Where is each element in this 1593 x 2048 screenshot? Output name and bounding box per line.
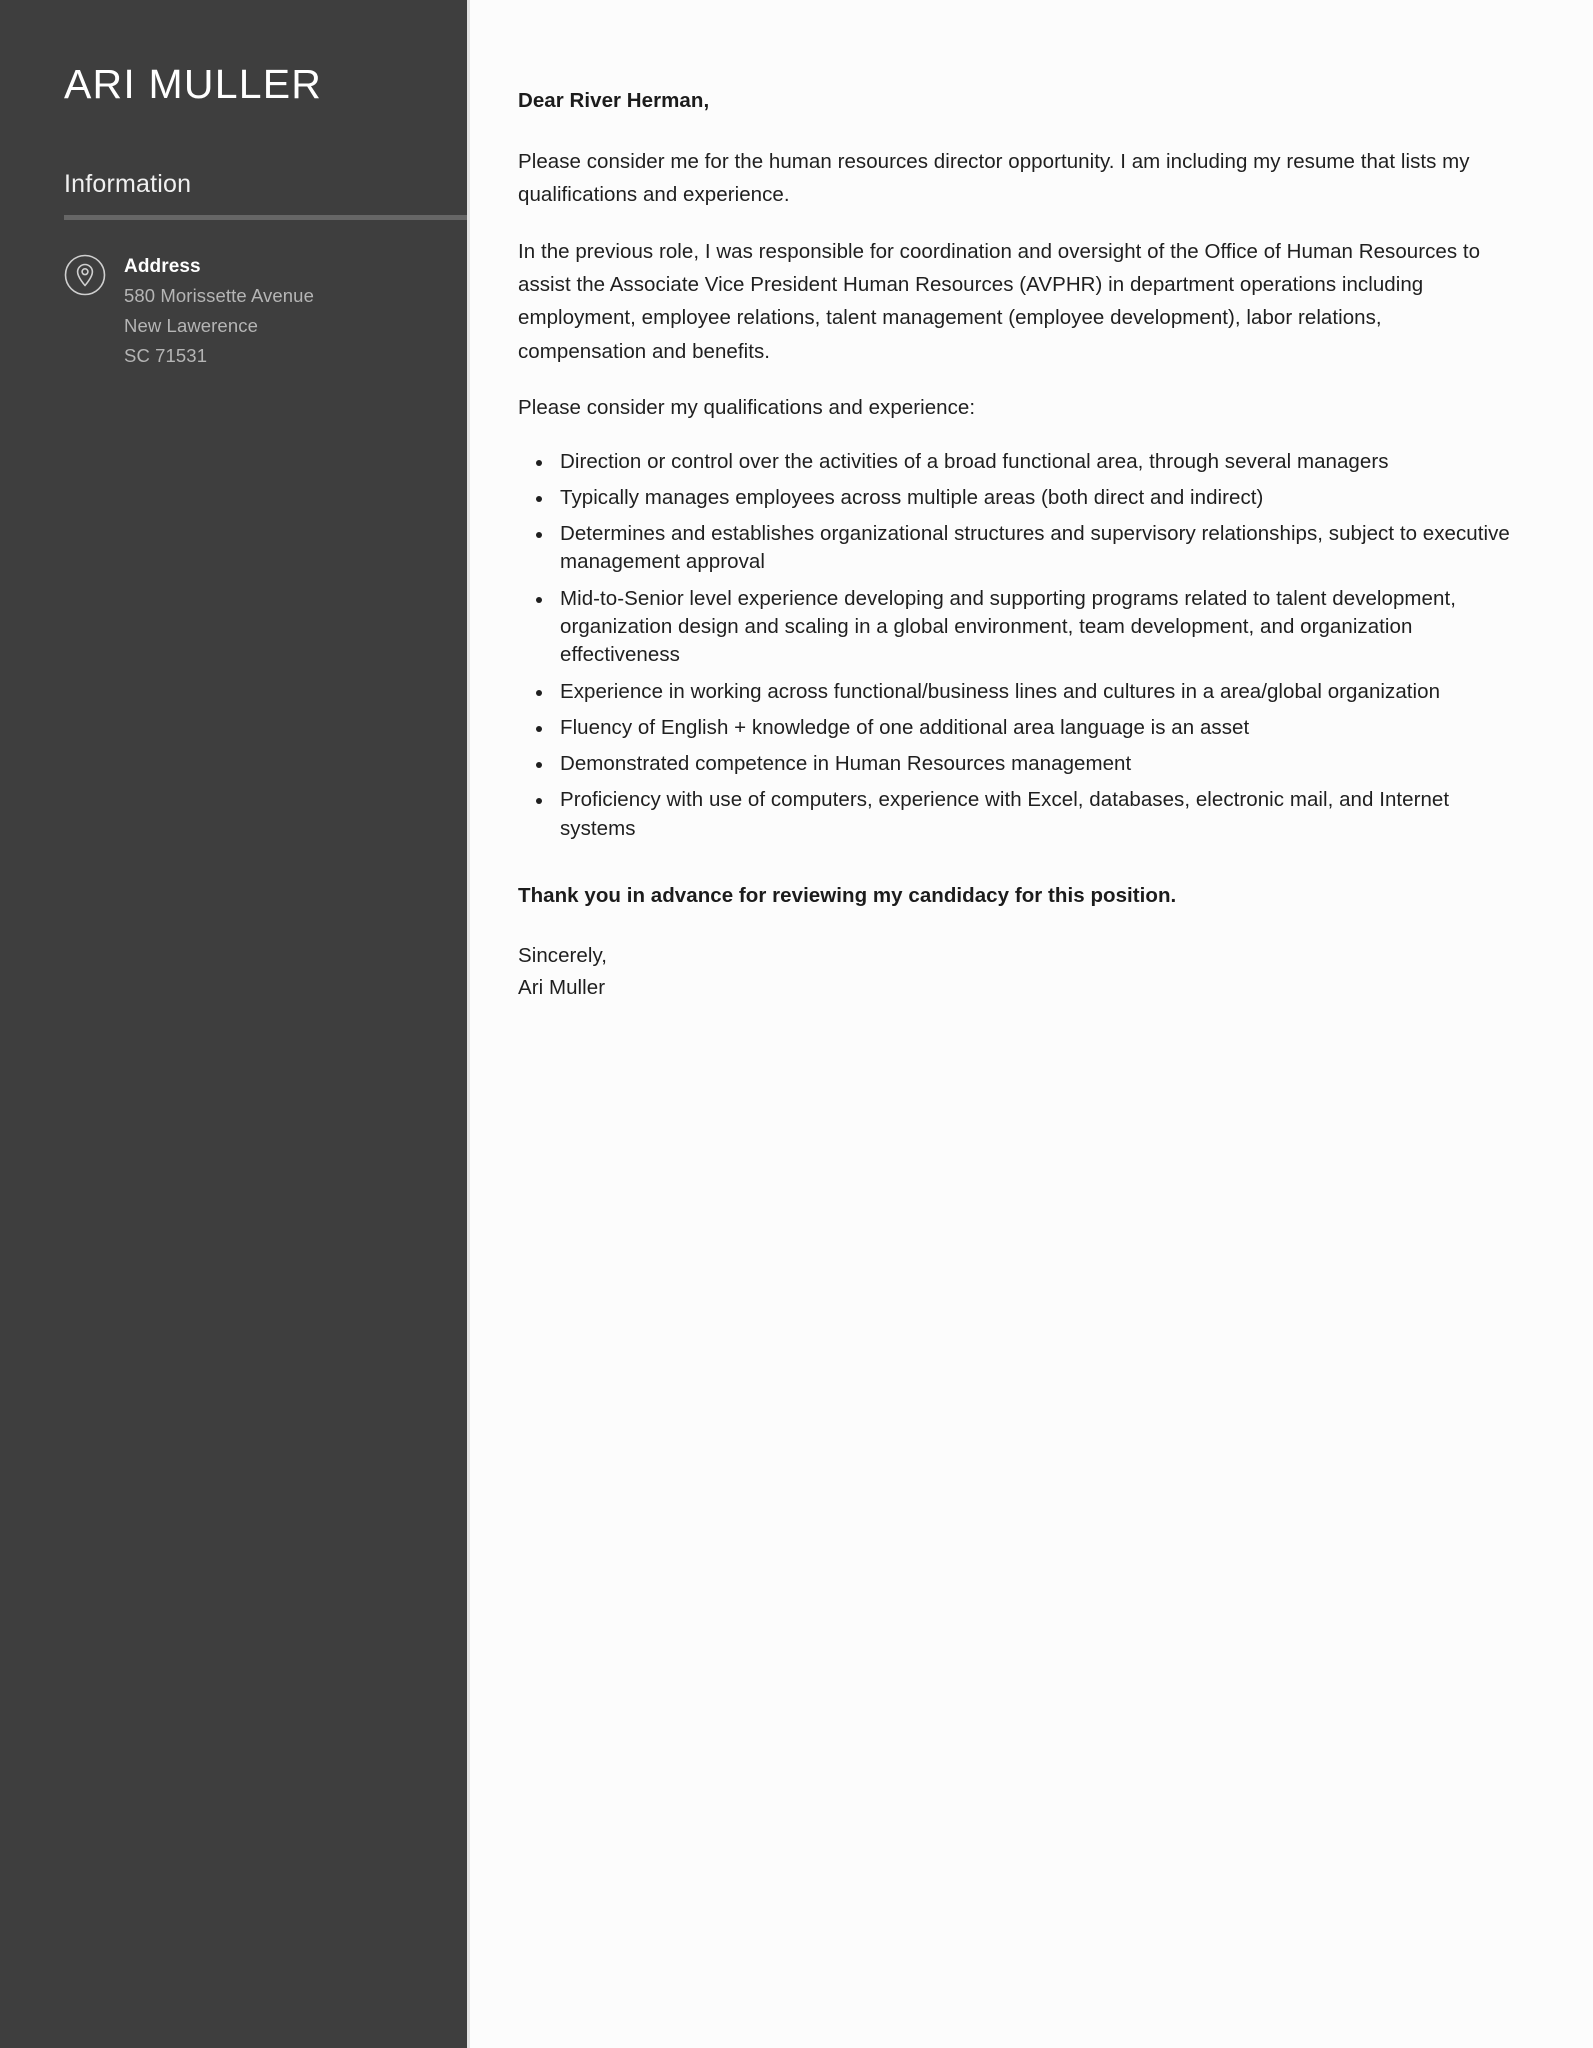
address-label: Address: [124, 256, 201, 278]
letter-closing-statement: Thank you in advance for reviewing my candidacy for this position.: [518, 883, 1177, 907]
letter-paragraph-2: In the previous role, I was responsible for coordination and oversight of the Office of Human Resources to assist the Associate Vice President Human Resources (AVPHR) in department operations including employment, employee relations, talent management (employee development), labor relations, compensation and benefits.: [518, 239, 1481, 363]
signoff-name: Ari Muller: [518, 976, 606, 1000]
info-item-address: [0, 220, 467, 370]
list-item: Mid-to-Senior level experience developing and supporting programs related to talent development, organization design and scaling in a global environment, team development, and organization effectiveness: [518, 585, 1513, 670]
letter-body: [470, 0, 1593, 2048]
list-item: Fluency of English + knowledge of one additional area language is an asset: [518, 714, 1513, 742]
address-line-1: 580 Morissette Avenue: [124, 284, 314, 306]
address-line-2: New Lawerence: [124, 314, 258, 336]
letter-paragraph-1: Please consider me for the human resources director opportunity. I am including my resume that lists my qualifications and experience.: [518, 149, 1470, 207]
signoff-salutation: Sincerely,: [518, 943, 607, 967]
address-line-3: SC 71531: [124, 344, 208, 366]
map-pin-icon: [64, 254, 106, 296]
candidate-name: ARI MULLER: [64, 61, 323, 107]
address-details: [124, 252, 314, 370]
list-item: Direction or control over the activities of a broad functional area, through several managers: [518, 448, 1513, 476]
letter-paragraph-3: Please consider my qualifications and experience:: [518, 396, 976, 420]
list-item: Demonstrated competence in Human Resources management: [518, 750, 1513, 778]
list-item: Proficiency with use of computers, experience with Excel, databases, electronic mail, and Internet systems: [518, 786, 1513, 843]
list-item: Typically manages employees across multiple areas (both direct and indirect): [518, 484, 1513, 512]
sidebar-section-information: [0, 169, 467, 370]
letter-salutation: Dear River Herman,: [518, 89, 710, 112]
list-item: Determines and establishes organizational structures and supervisory relationships, subject to executive management approval: [518, 520, 1513, 577]
qualifications-list: [518, 448, 1513, 843]
list-item: Experience in working across functional/business lines and cultures in a area/global organization: [518, 678, 1513, 706]
section-title-information: Information: [64, 170, 192, 199]
sidebar: [0, 0, 470, 2048]
